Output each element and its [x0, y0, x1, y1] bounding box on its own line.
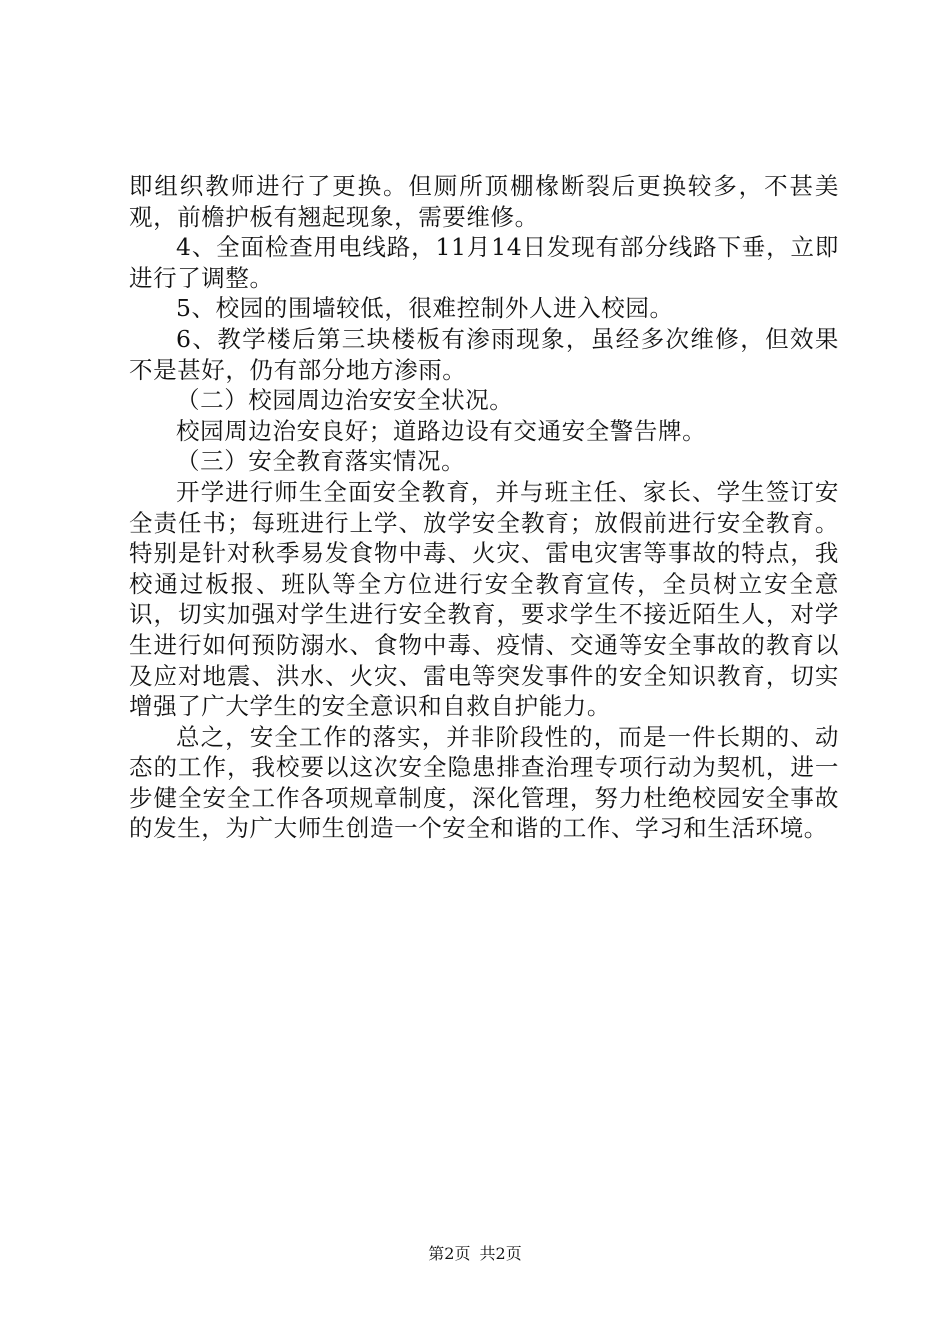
- paragraph-8: 开学进行师生全面安全教育，并与班主任、家长、学生签订安全责任书；每班进行上学、放学安全教育；放假前进行安全教育。特别是针对秋季易发食物中毒、火灾、雷电灾害等事故的特点，我校通过板报、班队等全方位进行安全教育宣传，全员树立安全意识，切实加强对学生进行安全教育，要求学生不接近陌生人，对学生进行如何预防溺水、食物中毒、疫情、交通等安全事故的教育以及应对地震、洪水、火灾、雷电等突发事件的安全知识教育，切实增强了广大学生的安全意识和自救自护能力。: [129, 477, 839, 721]
- paragraph-6: 校园周边治安良好；道路边设有交通安全警告牌。: [176, 416, 707, 445]
- section-heading-2: （二）校园周边治安安全状况。: [176, 386, 514, 415]
- paragraph-9: 总之，安全工作的落实，并非阶段性的，而是一件长期的、动态的工作，我校要以这次安全隐患排查治理专项行动为契机，进一步健全安全工作各项规章制度，深化管理，努力杜绝校园安全事故的发生，为广大师生创造一个安全和谐的工作、学习和生活环境。: [129, 722, 839, 843]
- page-number: 第2页: [428, 1244, 471, 1263]
- paragraph-3: 5、校园的围墙较低，很难控制外人进入校园。: [176, 294, 674, 323]
- page-footer: [0, 1244, 950, 1264]
- paragraph-2: 4、全面检查用电线路，11月14日发现有部分线路下垂，立即进行了调整。: [129, 233, 839, 292]
- paragraph-4: 6、教学楼后第三块楼板有渗雨现象，虽经多次维修，但效果不是甚好，仍有部分地方渗雨。: [129, 324, 839, 384]
- paragraph-1: 即组织教师进行了更换。但厕所顶棚椽断裂后更换较多，不甚美观，前檐护板有翘起现象，需要维修。: [129, 172, 839, 231]
- page-total: 共2页: [479, 1244, 522, 1263]
- document-body: [129, 171, 839, 844]
- section-heading-3: （三）安全教育落实情况。: [176, 447, 466, 476]
